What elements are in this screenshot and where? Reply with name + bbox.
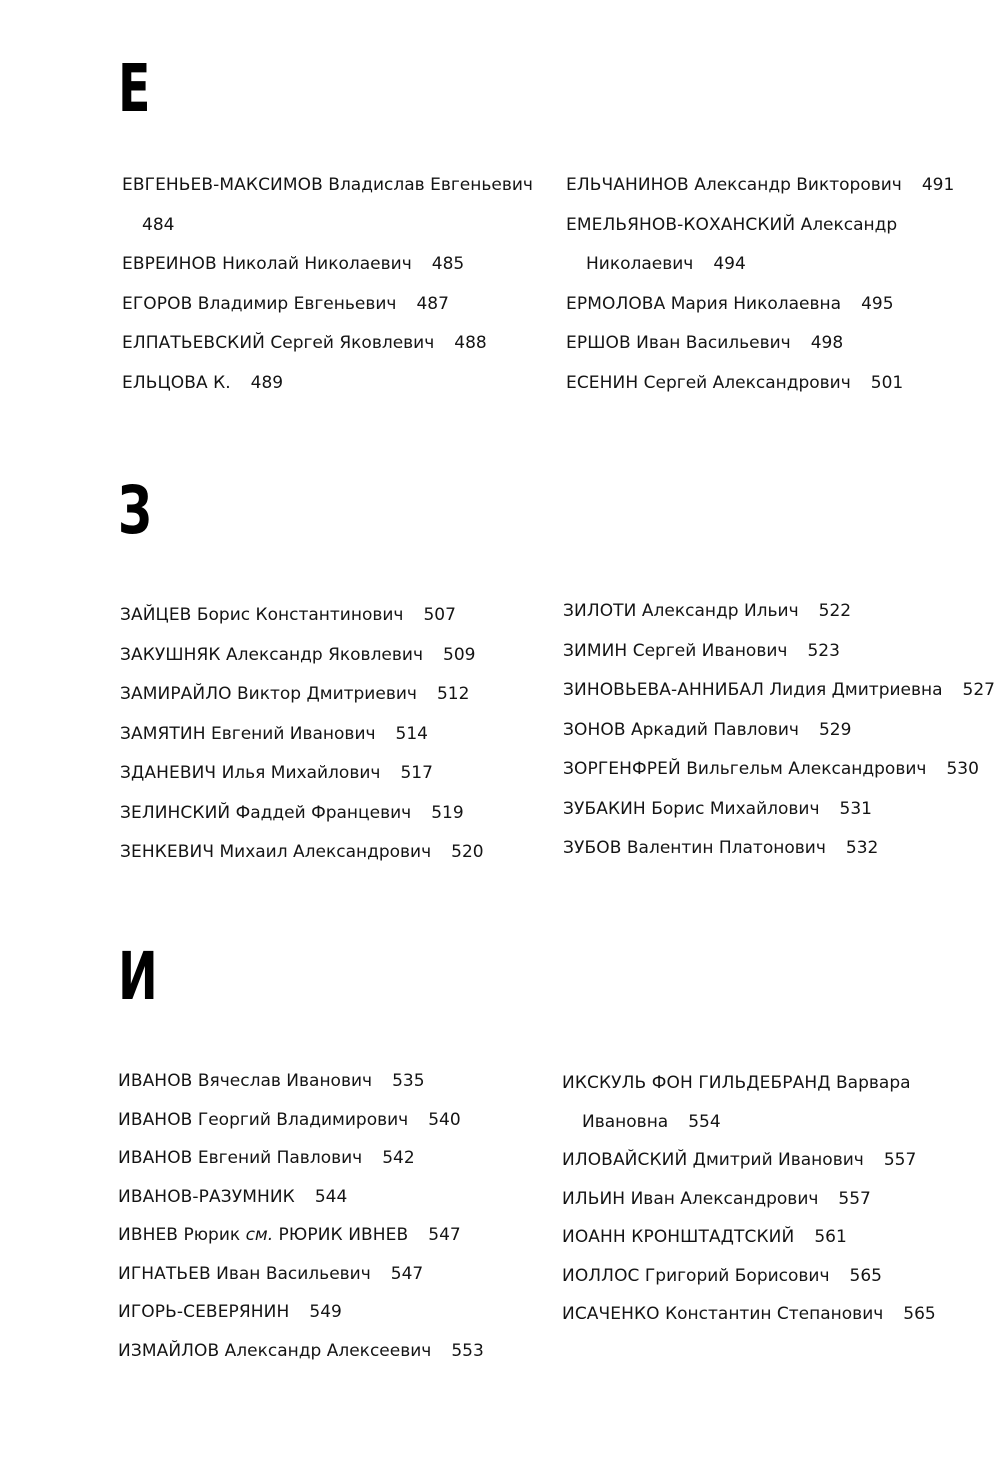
index-entry xyxy=(122,364,533,404)
entry-page-number: 557 xyxy=(883,1150,917,1170)
index-entry xyxy=(566,166,954,206)
entry-given-name: Дмитрий Иванович xyxy=(692,1150,864,1170)
index-entry xyxy=(120,754,484,794)
entry-surname: ЗИЛОТИ xyxy=(563,601,637,621)
index-entry xyxy=(120,715,484,755)
entry-page-number: 494 xyxy=(713,254,746,274)
index-entry xyxy=(566,364,954,404)
entry-given-name: Фаддей Францевич xyxy=(235,802,412,823)
entry-surname: ИВАНОВ xyxy=(118,1148,193,1168)
entry-surname: ЗИМИН xyxy=(563,640,628,661)
entry-page-number: 509 xyxy=(443,644,476,665)
entry-given-name: Александр Алексеевич xyxy=(224,1340,432,1361)
index-entry xyxy=(562,1141,936,1180)
entry-page-number: 514 xyxy=(395,723,428,744)
index-entry xyxy=(566,324,954,364)
entry-given-name: Аркадий Павлович xyxy=(631,719,799,740)
index-entry xyxy=(118,1255,484,1294)
entry-page-number: 565 xyxy=(903,1304,936,1324)
entry-page-number: 484 xyxy=(142,214,175,235)
entry-page-number: 553 xyxy=(451,1340,484,1361)
entry-page-number: 488 xyxy=(454,333,487,353)
entry-page-number: 520 xyxy=(451,842,484,862)
entry-surname: ИГОРЬ-СЕВЕРЯНИН xyxy=(118,1302,290,1322)
entry-given-name: Борис Константинович xyxy=(196,605,404,625)
entry-given-name: Иван Александрович xyxy=(630,1188,819,1209)
index-entry xyxy=(563,592,995,632)
index-entry xyxy=(122,285,533,325)
index-entry xyxy=(118,1101,484,1140)
index-entry xyxy=(118,1178,484,1217)
entry-surname: ИВАНОВ xyxy=(118,1109,193,1130)
index-entry xyxy=(118,1139,484,1178)
section-letter-e: Е xyxy=(118,50,150,127)
entry-surname: ЕРШОВ xyxy=(566,333,631,353)
entry-surname: ЗДАНЕВИЧ xyxy=(120,763,217,783)
entry-given-name: Евгений Павлович xyxy=(197,1148,363,1168)
entry-surname: ИЛЬИН xyxy=(562,1188,626,1209)
entry-surname: ИОЛЛОС xyxy=(562,1265,640,1286)
section-e-right-column xyxy=(566,166,954,403)
entry-given-name: Александр Викторович xyxy=(694,175,902,195)
entry-surname: ЗУБОВ xyxy=(563,838,622,858)
entry-page-number: 535 xyxy=(392,1071,425,1091)
entry-page-number: 501 xyxy=(870,372,904,393)
index-entry xyxy=(566,285,954,325)
entry-page-number: 512 xyxy=(436,684,470,704)
entry-page-number: 491 xyxy=(921,175,955,195)
entry-surname: ИОАНН КРОНШТАДТСКИЙ xyxy=(562,1227,795,1247)
index-entry xyxy=(563,750,995,790)
index-entry xyxy=(120,636,484,676)
section-z-right-column xyxy=(563,592,995,869)
entry-given-name: Сергей Александрович xyxy=(643,372,851,393)
entry-surname: ЕРМОЛОВА xyxy=(566,293,666,314)
entry-surname: ЕЛПАТЬЕВСКИЙ xyxy=(122,333,265,353)
entry-page-number: 489 xyxy=(250,372,284,393)
entry-page-number: 532 xyxy=(845,838,879,858)
entry-surname: ЕГОРОВ xyxy=(122,293,193,314)
entry-given-name: Вильгельм Александрович xyxy=(686,759,927,779)
index-entry xyxy=(562,1295,936,1334)
entry-page-number: 549 xyxy=(309,1302,342,1322)
entry-given-name: Сергей Иванович xyxy=(632,640,788,661)
entry-given-name: Вячеслав Иванович xyxy=(197,1071,373,1091)
index-entry xyxy=(118,1332,484,1371)
entry-surname: ИЗМАЙЛОВ xyxy=(118,1340,220,1361)
entry-page-number: 561 xyxy=(814,1227,847,1247)
entry-given-name: Константин Степанович xyxy=(665,1304,884,1324)
section-i-right-column xyxy=(562,1064,936,1334)
entry-surname: ЗЕНКЕВИЧ xyxy=(120,842,215,862)
entry-given-name: Валентин Платонович xyxy=(626,838,826,858)
entry-surname: ИВАНОВ-РАЗУМНИК xyxy=(118,1186,295,1207)
entry-page-number: 554 xyxy=(688,1111,721,1132)
entry-reference-target: РЮРИК ИВНЕВ xyxy=(278,1225,409,1245)
section-letter-z: З xyxy=(118,472,151,549)
index-entry xyxy=(562,1180,936,1219)
index-entry xyxy=(118,1293,484,1332)
entry-given-name-continued: Ивановна xyxy=(582,1111,669,1132)
entry-surname: ЗАМИРАЙЛО xyxy=(120,684,232,704)
entry-surname: ИВАНОВ xyxy=(118,1071,193,1091)
index-entry xyxy=(118,1216,484,1255)
entry-page-number: 547 xyxy=(390,1263,424,1284)
index-entry xyxy=(562,1257,936,1296)
section-z-left-column xyxy=(120,596,484,873)
index-entry xyxy=(120,833,484,873)
entry-given-name: Рюрик xyxy=(183,1225,241,1245)
entry-given-name: Лидия Дмитриевна xyxy=(769,680,943,700)
entry-given-name: Борис Михайлович xyxy=(651,798,820,819)
entry-given-name-continued: Николаевич xyxy=(586,254,694,274)
entry-given-name: Георгий Владимирович xyxy=(197,1109,409,1130)
section-letter-i: И xyxy=(118,938,157,1015)
entry-page-number: 540 xyxy=(428,1109,461,1130)
entry-page-number: 507 xyxy=(423,605,456,625)
entry-page-number: 527 xyxy=(962,680,995,700)
entry-given-name: Иван Васильевич xyxy=(216,1263,371,1284)
entry-surname: ИСАЧЕНКО xyxy=(562,1304,660,1324)
entry-given-name: Александр Яковлевич xyxy=(226,644,424,665)
entry-surname: ЕСЕНИН xyxy=(566,372,639,393)
entry-given-name: Евгений Иванович xyxy=(211,723,376,744)
index-entry xyxy=(122,324,533,364)
entry-given-name: Илья Михайлович xyxy=(221,763,381,783)
entry-page-number: 517 xyxy=(400,763,433,783)
index-entry xyxy=(122,245,533,285)
index-entry xyxy=(562,1064,936,1141)
entry-page-number: 495 xyxy=(861,293,894,314)
entry-surname: ЗОРГЕНФРЕЙ xyxy=(563,759,681,779)
entry-surname: ЗЕЛИНСКИЙ xyxy=(120,802,231,823)
index-entry xyxy=(120,794,484,834)
entry-page-number: 519 xyxy=(431,802,464,823)
section-e-left-column xyxy=(122,166,533,403)
entry-surname: ЗОНОВ xyxy=(563,719,626,740)
index-entry xyxy=(122,166,533,245)
index-entry xyxy=(563,829,995,869)
entry-given-name: Николай Николаевич xyxy=(222,254,412,274)
index-entry xyxy=(566,206,954,285)
entry-surname: ЗАЙЦЕВ xyxy=(120,605,192,625)
entry-page-number: 522 xyxy=(818,601,852,621)
entry-page-number: 498 xyxy=(810,333,844,353)
entry-surname: ЕВГЕНЬЕВ-МАКСИМОВ xyxy=(122,175,323,195)
entry-surname: ИГНАТЬЕВ xyxy=(118,1263,211,1284)
entry-given-name: Михаил Александрович xyxy=(219,842,432,862)
entry-given-name: К. xyxy=(213,372,231,393)
entry-surname: ИВНЕВ xyxy=(118,1225,179,1245)
entry-page-number: 531 xyxy=(839,798,872,819)
entry-given-name: Григорий Борисович xyxy=(644,1265,830,1286)
entry-given-name: Александр Ильич xyxy=(641,601,799,621)
entry-surname: ЕМЕЛЬЯНОВ-КОХАНСКИЙ xyxy=(566,214,796,235)
entry-surname: ЗУБАКИН xyxy=(563,798,646,819)
entry-surname: ЗАКУШНЯК xyxy=(120,644,221,665)
index-entry xyxy=(563,632,995,672)
index-entry xyxy=(563,671,995,711)
entry-page-number: 485 xyxy=(431,254,465,274)
entry-page-number: 530 xyxy=(946,759,979,779)
entry-given-name: Владимир Евгеньевич xyxy=(197,293,397,314)
entry-surname: ЕЛЬЧАНИНОВ xyxy=(566,175,689,195)
section-i-left-column xyxy=(118,1062,484,1370)
entry-given-name: Виктор Дмитриевич xyxy=(236,684,417,704)
entry-page-number: 565 xyxy=(849,1265,882,1286)
index-entry xyxy=(118,1062,484,1101)
entry-surname: ЕЛЬЦОВА xyxy=(122,372,208,393)
entry-page-number: 557 xyxy=(838,1188,871,1209)
entry-given-name: Владислав Евгеньевич xyxy=(328,175,533,195)
entry-page-number: 542 xyxy=(382,1148,415,1168)
index-entry xyxy=(562,1218,936,1257)
entry-given-name: Мария Николаевна xyxy=(670,293,842,314)
entry-given-name: Варвара xyxy=(836,1073,911,1093)
entry-given-name: Александр xyxy=(800,214,898,235)
entry-page-number: 544 xyxy=(314,1186,348,1207)
entry-surname: ЗАМЯТИН xyxy=(120,723,206,744)
entry-surname: ИКСКУЛЬ ФОН ГИЛЬДЕБРАНД xyxy=(562,1073,831,1093)
index-entry xyxy=(563,711,995,751)
entry-page-number: 487 xyxy=(416,293,449,314)
entry-surname: ЕВРЕИНОВ xyxy=(122,254,217,274)
entry-given-name: Сергей Яковлевич xyxy=(270,333,435,353)
index-entry xyxy=(120,596,484,636)
entry-see-reference: см. xyxy=(245,1225,274,1245)
entry-page-number: 523 xyxy=(807,640,840,661)
entry-page-number: 529 xyxy=(818,719,852,740)
index-entry xyxy=(563,790,995,830)
entry-surname: ИЛОВАЙСКИЙ xyxy=(562,1150,688,1170)
entry-surname: ЗИНОВЬЕВА-АННИБАЛ xyxy=(563,680,764,700)
entry-page-number: 547 xyxy=(428,1225,461,1245)
entry-given-name: Иван Васильевич xyxy=(636,333,791,353)
index-entry xyxy=(120,675,484,715)
